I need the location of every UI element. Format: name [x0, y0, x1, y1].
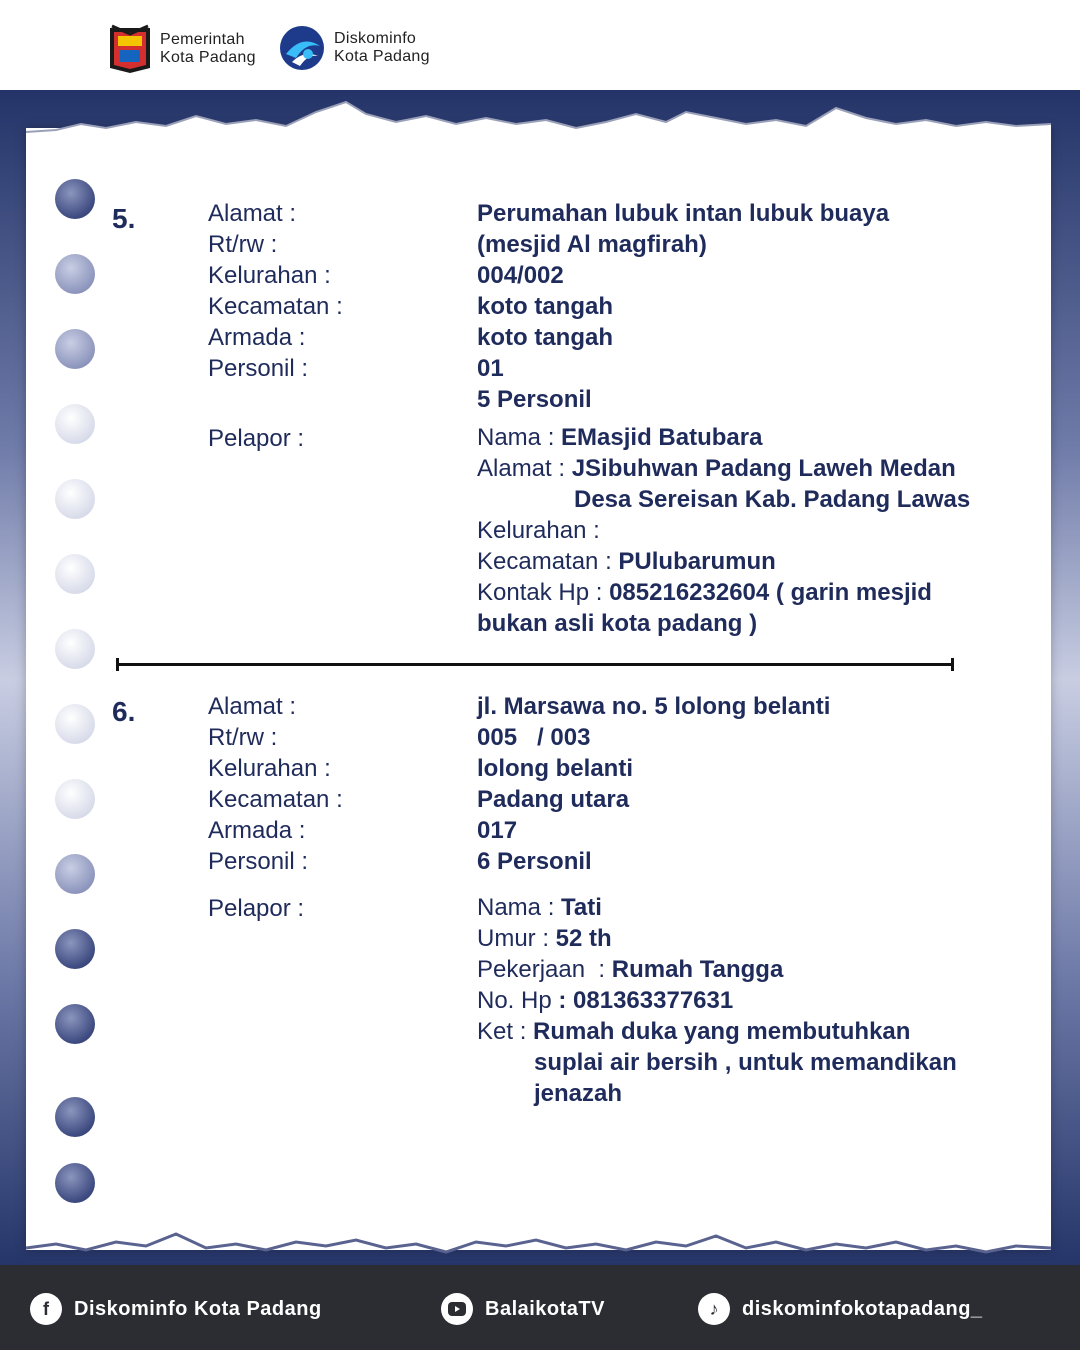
- binder-hole: [55, 704, 95, 744]
- tiktok-link[interactable]: [698, 1293, 983, 1325]
- label-alamat: Alamat :: [208, 200, 297, 227]
- label-kecamatan: Kecamatan :: [208, 786, 343, 813]
- pelapor-nama-value: EMasjid Batubara: [561, 424, 763, 451]
- pelapor-ket-value: Rumah duka yang membutuhkan: [533, 1018, 911, 1045]
- facebook-handle: Diskominfo Kota Padang: [74, 1297, 322, 1320]
- tiktok-handle: diskominfokotapadang_: [742, 1297, 983, 1320]
- pelapor-nama-value: Tati: [561, 894, 602, 921]
- label-pelapor: Pelapor :: [208, 895, 305, 922]
- entry6-values: [477, 691, 830, 877]
- pelapor-nohp-key: No. Hp: [477, 987, 559, 1014]
- binder-hole: [55, 1163, 95, 1203]
- value-kecamatan: Padang utara: [477, 786, 630, 813]
- pelapor-ket-value-3: jenazah: [534, 1080, 623, 1107]
- value-armada: 01: [477, 355, 504, 382]
- binder-hole: [55, 479, 95, 519]
- binder-hole: [55, 1004, 95, 1044]
- binder-hole: [55, 254, 95, 294]
- label-pelapor: Pelapor :: [208, 425, 305, 452]
- pelapor-umur-key: Umur :: [477, 925, 556, 952]
- value-rtrw: 004/002: [477, 262, 564, 289]
- binder-hole: [55, 779, 95, 819]
- label-personil: Personil :: [208, 848, 309, 875]
- footer-bar: [0, 1265, 1080, 1350]
- pelapor-kontak-value-2: bukan asli kota padang ): [477, 610, 758, 637]
- binder-hole: [55, 404, 95, 444]
- diskominfo-logo: [278, 24, 430, 72]
- value-alamat-2: (mesjid Al magfirah): [477, 231, 707, 258]
- youtube-handle: BalaikotaTV: [485, 1297, 605, 1320]
- pelapor-ket-value-2: suplai air bersih , untuk memandikan: [534, 1049, 957, 1076]
- label-kelurahan: Kelurahan :: [208, 262, 331, 289]
- entry-number: 5.: [112, 203, 136, 234]
- pelapor-kecamatan-value: PUlubarumun: [618, 548, 776, 575]
- logo2-line2: Kota Padang: [334, 48, 430, 65]
- binder-hole: [55, 929, 95, 969]
- value-alamat: jl. Marsawa no. 5 lolong belanti: [477, 693, 831, 720]
- value-alamat: Perumahan lubuk intan lubuk buaya: [477, 200, 890, 227]
- tiktok-icon: ♪: [698, 1293, 730, 1325]
- binder-hole: [55, 554, 95, 594]
- youtube-link[interactable]: [441, 1293, 605, 1325]
- logo1-line1: Pemerintah: [160, 31, 245, 48]
- value-kelurahan: lolong belanti: [477, 755, 633, 782]
- facebook-icon: f: [30, 1293, 62, 1325]
- entry5-pelapor: [477, 422, 970, 639]
- pemko-logo: [108, 24, 256, 74]
- label-rtrw: Rt/rw :: [208, 231, 278, 258]
- label-kecamatan: Kecamatan :: [208, 293, 343, 320]
- logo2-line1: Diskominfo: [334, 30, 417, 47]
- label-rtrw: Rt/rw :: [208, 724, 278, 751]
- value-rtrw: 005 / 003: [477, 724, 591, 751]
- pelapor-pekerjaan-key: Pekerjaan :: [477, 956, 612, 983]
- value-kecamatan: koto tangah: [477, 324, 613, 351]
- section-divider: [116, 663, 954, 666]
- entry6-labels: [208, 691, 343, 877]
- pelapor-ket-key: Ket :: [477, 1018, 534, 1045]
- pelapor-alamat-value-2: Desa Sereisan Kab. Padang Lawas: [574, 486, 971, 513]
- binder-hole: [55, 179, 95, 219]
- facebook-link[interactable]: [30, 1293, 322, 1325]
- label-kelurahan: Kelurahan :: [208, 755, 331, 782]
- logo1-line2: Kota Padang: [160, 49, 256, 66]
- label-armada: Armada :: [208, 817, 306, 844]
- pelapor-alamat-key: Alamat :: [477, 455, 572, 482]
- padang-emblem-icon: [108, 24, 152, 74]
- pelapor-nama-key: Nama :: [477, 424, 562, 451]
- pelapor-kontak-key: Kontak Hp :: [477, 579, 610, 606]
- pelapor-kontak-value: 085216232604 ( garin mesjid: [609, 579, 932, 606]
- binder-hole: [55, 329, 95, 369]
- pelapor-nohp-value: : 081363377631: [558, 987, 734, 1014]
- torn-edge-bottom: [26, 1212, 1051, 1272]
- label-personil: Personil :: [208, 355, 309, 382]
- pelapor-kecamatan-key: Kecamatan :: [477, 548, 619, 575]
- label-alamat: Alamat :: [208, 693, 297, 720]
- pelapor-nama-key: Nama :: [477, 894, 562, 921]
- label-armada: Armada :: [208, 324, 306, 351]
- entry-number: 6.: [112, 696, 136, 727]
- pelapor-pekerjaan-value: Rumah Tangga: [611, 956, 784, 983]
- youtube-icon: [441, 1293, 473, 1325]
- value-personil: 5 Personil: [477, 386, 592, 413]
- entry5-values: [477, 198, 889, 415]
- binder-hole: [55, 629, 95, 669]
- pelapor-alamat-value: JSibuhwan Padang Laweh Medan: [571, 455, 956, 482]
- kominfo-logo-icon: [278, 24, 326, 72]
- entry5-labels: [208, 198, 343, 384]
- value-kelurahan: koto tangah: [477, 293, 613, 320]
- binder-hole: [55, 1097, 95, 1137]
- entry6-pelapor: [477, 892, 957, 1109]
- value-personil: 6 Personil: [477, 848, 592, 875]
- pelapor-umur-value: 52 th: [555, 925, 612, 952]
- binder-hole: [55, 854, 95, 894]
- value-armada: 017: [477, 817, 518, 844]
- pelapor-kelurahan-key: Kelurahan :: [477, 517, 600, 544]
- torn-edge-top: [26, 94, 1051, 154]
- header-bar: [0, 0, 1080, 90]
